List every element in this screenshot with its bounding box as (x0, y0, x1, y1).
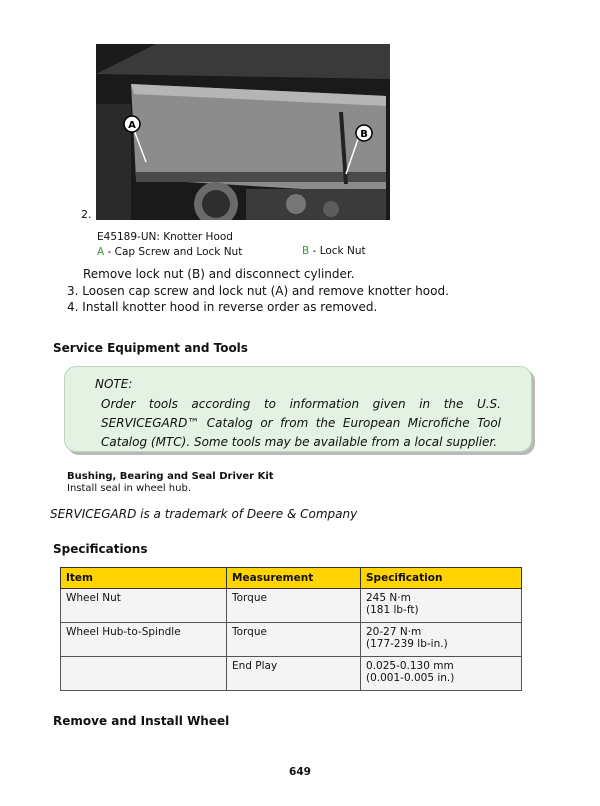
table-header-row (61, 568, 522, 589)
specifications-heading: Specifications (53, 542, 148, 556)
cell-measurement: End Play (227, 657, 361, 691)
note-title: NOTE: (95, 377, 133, 391)
spec-imperial: (181 lb-ft) (366, 604, 419, 616)
cell-item: Wheel Hub-to-Spindle (61, 623, 227, 657)
column-header-specification: Specification (361, 568, 522, 589)
step-4 (67, 300, 377, 314)
step-3-number: 3. (67, 284, 79, 298)
spec-metric: 0.025-0.130 mm (366, 660, 454, 672)
table-row (61, 623, 522, 657)
step-2-text: Remove lock nut (B) and disconnect cylinder. (83, 267, 355, 281)
callout-a-text: Cap Screw and Lock Nut (114, 246, 243, 258)
callout-b-letter: B (302, 245, 310, 257)
kit-title: Bushing, Bearing and Seal Driver Kit (67, 471, 274, 482)
step-3-text: Loosen cap screw and lock nut (A) and remove knotter hood. (82, 284, 449, 298)
cell-measurement: Torque (227, 589, 361, 623)
caption-title: E45189-UN: Knotter Hood (97, 231, 233, 243)
note-body: Order tools according to information given in the U.S. SERVICEGARD™ Catalog or from the European Microfiche Tool Catalog (MTC). Some tools may be available from a local supplier. (101, 397, 501, 449)
cell-item: Wheel Nut (61, 589, 227, 623)
column-header-item: Item (61, 568, 227, 589)
spec-imperial: (0.001-0.005 in.) (366, 672, 455, 684)
service-tools-heading: Service Equipment and Tools (53, 341, 248, 355)
table-row (61, 657, 522, 691)
trademark-note: SERVICEGARD is a trademark of Deere & Company (50, 507, 358, 521)
kit-description: Install seal in wheel hub. (67, 483, 192, 494)
callout-b-text: Lock Nut (319, 245, 366, 257)
callout-b-label: B (360, 129, 368, 140)
cell-specification (361, 657, 522, 691)
step-3 (67, 284, 449, 298)
figure-number: 2. (81, 208, 92, 221)
spec-metric: 245 N·m (366, 592, 411, 604)
remove-install-wheel-heading: Remove and Install Wheel (53, 714, 230, 728)
column-header-measurement: Measurement (227, 568, 361, 589)
cell-specification (361, 589, 522, 623)
table-row (61, 589, 522, 623)
knotter-hood-photo (96, 44, 390, 220)
figure-caption (97, 230, 242, 260)
specifications-table (60, 567, 522, 691)
spec-metric: 20-27 N·m (366, 626, 422, 638)
knotter-hood-illustration (96, 44, 390, 220)
caption-callout-a: A - Cap Screw and Lock Nut (97, 246, 243, 258)
note-box (64, 366, 532, 452)
step-4-text: Install knotter hood in reverse order as removed. (82, 300, 378, 314)
callout-a-letter: A (97, 246, 105, 258)
spec-imperial: (177-239 lb-in.) (366, 638, 448, 650)
cell-item (61, 657, 227, 691)
callout-a-label: A (128, 120, 136, 131)
step-4-number: 4. (67, 300, 79, 314)
cell-measurement: Torque (227, 623, 361, 657)
cell-specification (361, 623, 522, 657)
caption-callout-b: B - Lock Nut (302, 245, 366, 257)
page-number: 649 (289, 766, 311, 778)
